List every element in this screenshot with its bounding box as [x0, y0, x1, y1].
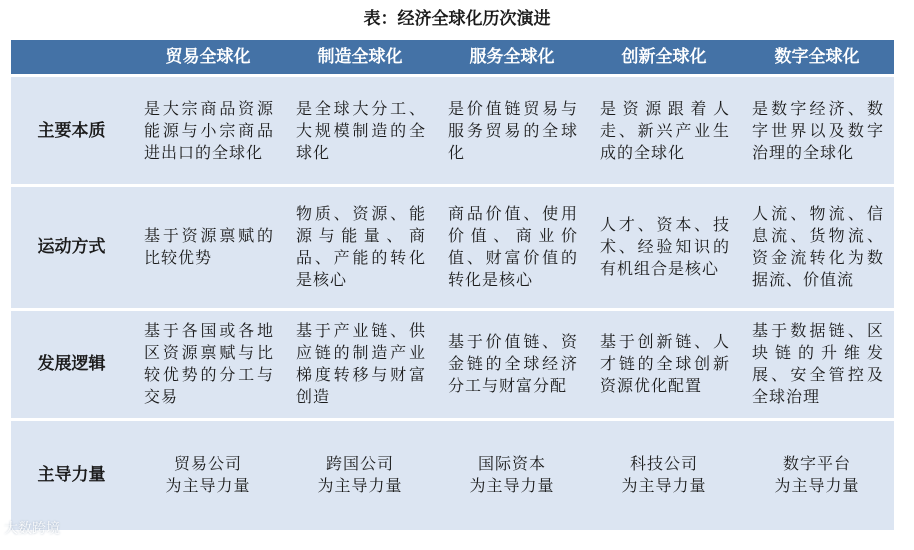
- column-header: 制造全球化: [284, 40, 436, 74]
- table-row: [11, 421, 894, 530]
- cell-line: 为主导力量: [165, 476, 251, 496]
- table-cell: 物质、资源、能源与能量、商品、产能的转化是核心: [284, 187, 436, 307]
- table-cell: 是全球大分工、大规模制造的全球化: [284, 77, 436, 184]
- globalization-table: [11, 37, 894, 533]
- table-cell: [436, 421, 588, 530]
- column-header: 贸易全球化: [132, 40, 284, 74]
- cell-line: 为主导力量: [621, 476, 707, 496]
- column-header: 创新全球化: [588, 40, 740, 74]
- cell-line: 数字平台: [782, 454, 851, 474]
- column-header: 数字全球化: [740, 40, 894, 74]
- table-cell: [588, 421, 740, 530]
- cell-line: 科技公司: [629, 454, 698, 474]
- table-row: [11, 77, 894, 184]
- cell-line: 为主导力量: [774, 476, 860, 496]
- cell-line: 跨国公司: [325, 454, 394, 474]
- row-header: 主导力量: [11, 421, 132, 530]
- row-header: 运动方式: [11, 187, 132, 307]
- table-cell: [740, 421, 894, 530]
- table-cell: 是数字经济、数字世界以及数字治理的全球化: [740, 77, 894, 184]
- table-cell: 基于各国或各地区资源禀赋与比较优势的分工与交易: [132, 311, 284, 418]
- row-header: 发展逻辑: [11, 311, 132, 418]
- table-cell: 是资源跟着人走、新兴产业生成的全球化: [588, 77, 740, 184]
- table-cell: [132, 421, 284, 530]
- cell-line: 为主导力量: [317, 476, 403, 496]
- table-cell: 是价值链贸易与服务贸易的全球化: [436, 77, 588, 184]
- table-cell: 基于资源禀赋的比较优势: [132, 187, 284, 307]
- table-cell: 基于数据链、区块链的升维发展、安全管控及全球治理: [740, 311, 894, 418]
- table-row: [11, 311, 894, 418]
- table-cell: 基于产业链、供应链的制造产业梯度转移与财富创造: [284, 311, 436, 418]
- row-header: 主要本质: [11, 77, 132, 184]
- cell-line: 贸易公司: [173, 454, 242, 474]
- table-row: [11, 187, 894, 307]
- header-corner: [11, 40, 132, 74]
- cell-line: 为主导力量: [469, 476, 555, 496]
- table-cell: 基于创新链、人才链的全球创新资源优化配置: [588, 311, 740, 418]
- column-header: 服务全球化: [436, 40, 588, 74]
- table-cell: 人才、资本、技术、经验知识的有机组合是核心: [588, 187, 740, 307]
- footer-brand-text: 大数跨境: [4, 521, 60, 537]
- cell-line: 国际资本: [477, 454, 546, 474]
- table-cell: 是大宗商品资源能源与小宗商品进出口的全球化: [132, 77, 284, 184]
- table-cell: 基于价值链、资金链的全球经济分工与财富分配: [436, 311, 588, 418]
- header-row: [11, 40, 894, 74]
- table-cell: 人流、物流、信息流、货物流、资金流转化为数据流、价值流: [740, 187, 894, 307]
- table-cell: 商品价值、使用价值、商业价值、财富价值的转化是核心: [436, 187, 588, 307]
- table-cell: [284, 421, 436, 530]
- table-title: 表：经济全球化历次演进: [363, 9, 551, 29]
